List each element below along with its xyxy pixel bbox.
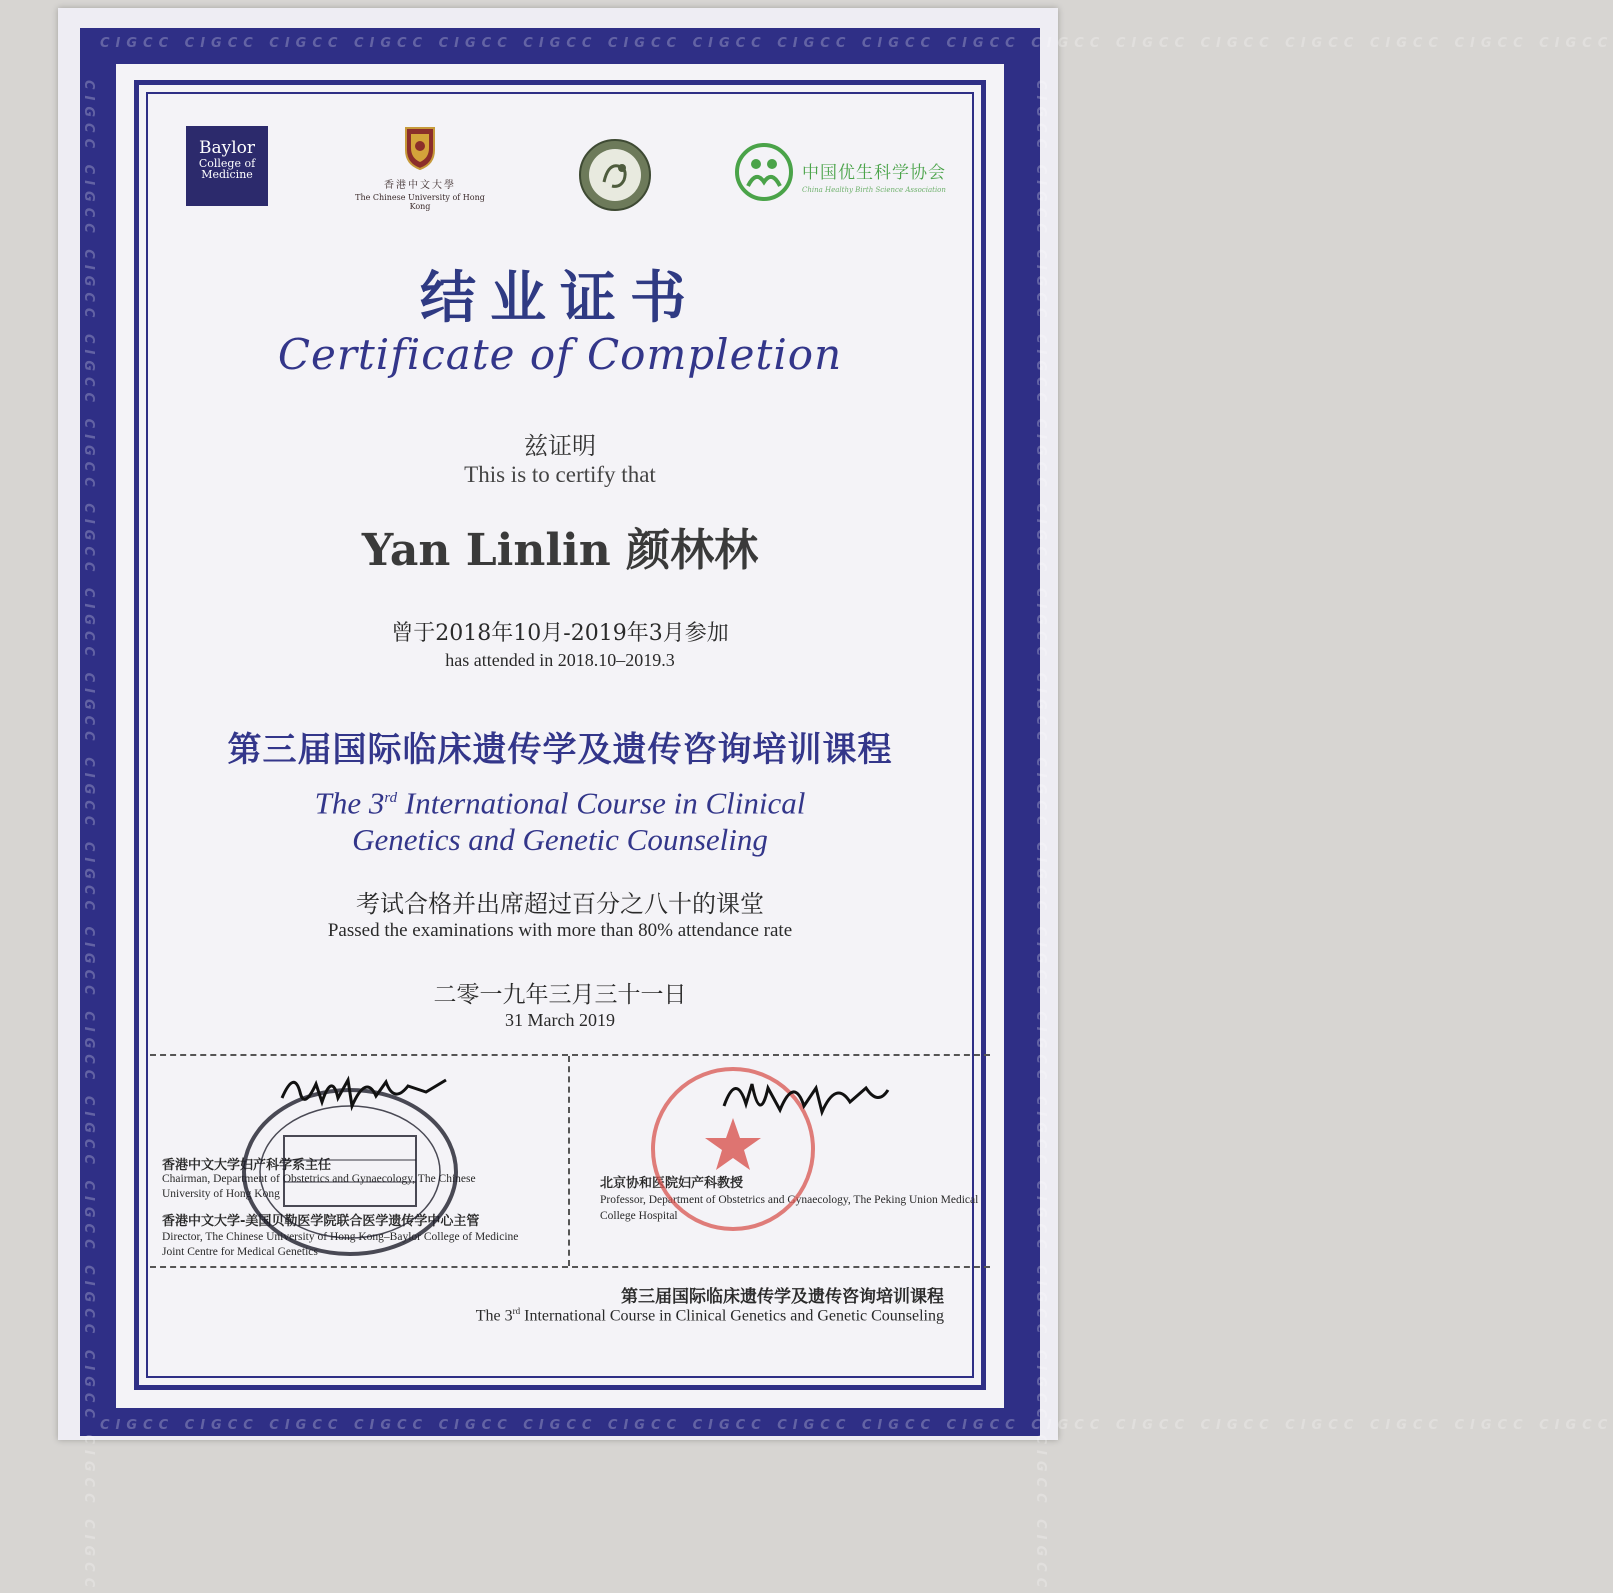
course-title-en-sup: rd — [384, 790, 398, 806]
border-watermark-right: CIGCC CIGCC CIGCC CIGCC CIGCC CIGCC CIGCC CIGCC CIGCC CIGCC CIGCC CIGCC CIGCC CIGCC CIGCC CIGCC CIGCC CIGCC — [1033, 80, 1048, 1593]
passed-zh: 考试合格并出席超过百分之八十的课堂 — [356, 890, 764, 918]
footer-course-en-post: International Course in Clinical Genetics and Genetic Counseling — [520, 1307, 944, 1325]
cphba-emblem-icon — [734, 142, 794, 202]
signature-box-bottom-line — [150, 1266, 990, 1268]
title-zh: 结业证书 — [420, 265, 700, 331]
border-watermark-top: CIGCC CIGCC CIGCC CIGCC CIGCC CIGCC CIGCC CIGCC CIGCC CIGCC CIGCC CIGCC CIGCC CIGCC CIGCC CIGCC CIGCC CIGCC — [100, 36, 1613, 51]
course-title-en-line2: Genetics and Genetic Counseling — [352, 822, 768, 858]
border-watermark-bottom: CIGCC CIGCC CIGCC CIGCC CIGCC CIGCC CIGCC CIGCC CIGCC CIGCC CIGCC CIGCC CIGCC CIGCC CIGCC CIGCC CIGCC CIGCC — [100, 1418, 1613, 1433]
baylor-logo-line1: Baylor — [198, 138, 256, 158]
pumch-seal-icon — [578, 138, 652, 212]
footer-course-zh: 第三届国际临床遗传学及遗传咨询培训课程 — [621, 1287, 944, 1307]
passed-en: Passed the examinations with more than 80% attendance rate — [327, 920, 793, 941]
footer-course-en — [476, 1306, 944, 1325]
right-signature — [716, 1066, 892, 1136]
date-en: 31 March 2019 — [505, 1010, 615, 1030]
cuhk-name-en: The Chinese University of Hong Kong — [355, 193, 485, 211]
baylor-logo-line2: College of — [198, 156, 256, 170]
footer-course-en-pre: The 3 — [475, 1307, 513, 1325]
cuhk-logo — [345, 124, 495, 211]
signature-box-top-line — [150, 1054, 990, 1056]
signatory-right-title-zh: 北京协和医院妇产科教授 — [600, 1176, 744, 1191]
signatory-left-2-title-en: Director, The Chinese University of Hong Kong–Baylor College of Medicine Joint Centre for Medical Genetics — [162, 1231, 519, 1258]
signatory-right-title-en: Professor, Department of Obstetrics and Gynaecology, The Peking Union Medical College Hospital — [600, 1194, 979, 1222]
attended-zh: 曾于2018年10月-2019年3月参加 — [391, 621, 729, 646]
footer-course-en-sup: rd — [512, 1306, 521, 1316]
recipient-name: Yan Linlin 颜林林 — [361, 525, 759, 576]
cphba-name-en: China Healthy Birth Science Association — [802, 186, 946, 194]
attended-en: has attended in 2018.10–2019.3 — [445, 650, 675, 670]
border-watermark-left: CIGCC CIGCC CIGCC CIGCC CIGCC CIGCC CIGCC CIGCC CIGCC CIGCC CIGCC CIGCC CIGCC CIGCC CIGCC CIGCC CIGCC CIGCC — [81, 80, 96, 1593]
signatory-left-1-title-en: Chairman, Department of Obstetrics and Gynaecology, The Chinese University of Hong Kong — [162, 1173, 476, 1200]
signatory-left-1-title-zh: 香港中文大学妇产科学系主任 — [162, 1158, 332, 1173]
cphba-logo — [734, 142, 974, 202]
certify-zh: 兹证明 — [524, 432, 596, 460]
baylor-logo — [186, 126, 268, 206]
signature-box-divider — [568, 1056, 570, 1266]
cuhk-crest-icon — [403, 124, 437, 170]
course-title-en-post: International Course in Clinical — [397, 785, 806, 821]
course-title-zh: 第三届国际临床遗传学及遗传咨询培训课程 — [227, 730, 893, 770]
course-title-en — [150, 780, 970, 858]
date-zh: 二零一九年三月三十一日 — [433, 982, 687, 1008]
signatory-left-2-title-zh: 香港中文大学-美国贝勒医学院联合医学遗传学中心主管 — [162, 1214, 480, 1229]
cphba-name-zh: 中国优生科学协会 — [802, 163, 946, 183]
cuhk-name-zh: 香港中文大學 — [384, 180, 456, 191]
certify-en: This is to certify that — [464, 462, 656, 487]
course-title-en-pre: The 3 — [314, 785, 385, 821]
title-en: Certificate of Completion — [277, 330, 843, 379]
left-signature — [276, 1062, 452, 1122]
baylor-logo-line3: Medicine — [201, 168, 253, 182]
